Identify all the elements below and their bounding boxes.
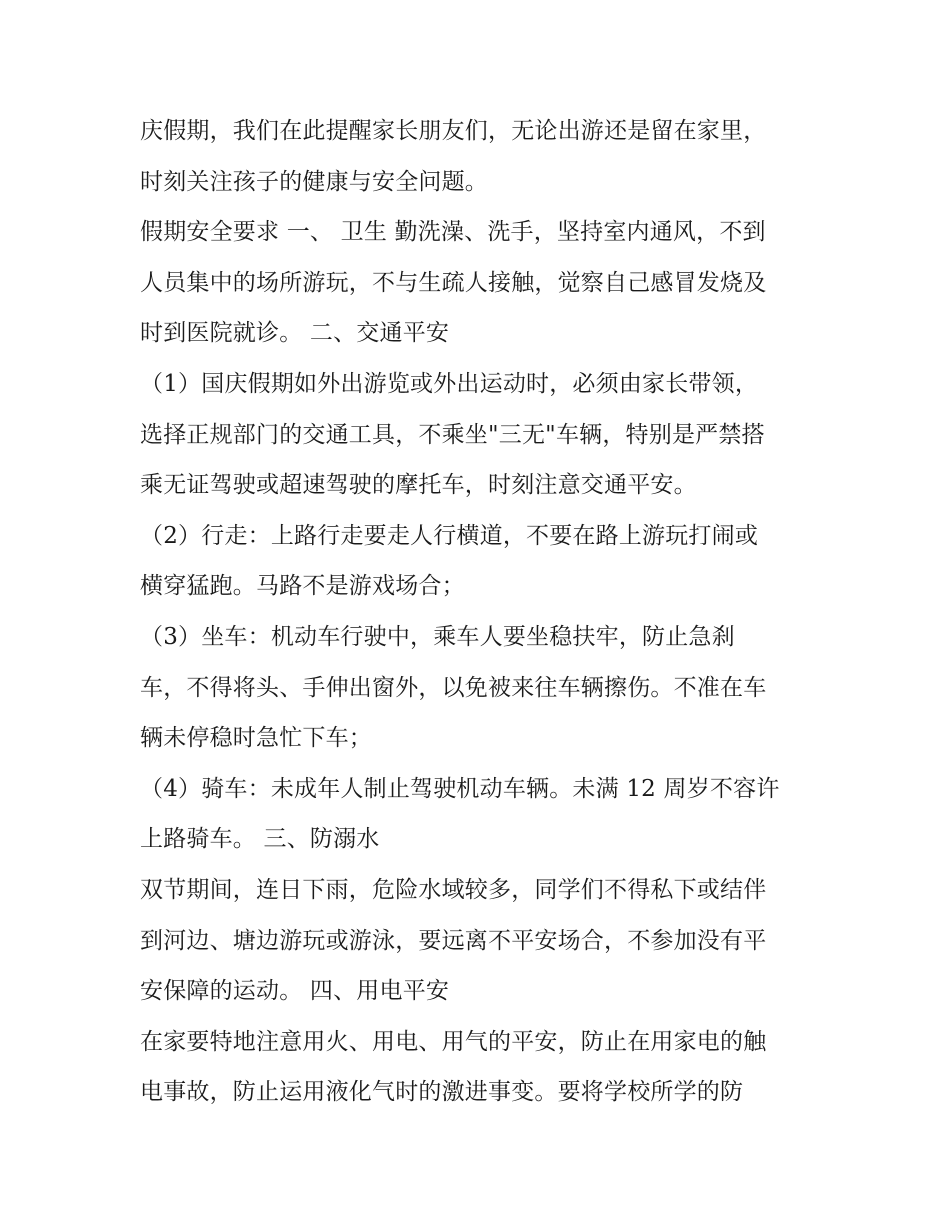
text-line: 庆假期，我们在此提醒家长朋友们，无论出游还是留在家里， — [140, 118, 767, 144]
text-line: 乘无证驾驶或超速驾驶的摩托车，时刻注意交通平安。 — [140, 472, 697, 499]
text-line: （4）骑车：未成年人制止驾驶机动车辆。未满 12 周岁不容许 — [140, 775, 780, 802]
text-line: （3）坐车：机动车行驶中，乘车人要坐稳扶牢，防止急刹 — [140, 623, 735, 650]
text-line: 安保障的运动。 四、用电平安 — [140, 978, 450, 1005]
text-line: 电事故，防止运用液化气时的激进事变。要将学校所学的防 — [140, 1079, 744, 1106]
text-line: 假期安全要求 一、 卫生 勤洗澡、洗手，坚持室内通风，不到 — [140, 219, 766, 246]
text-line: 车，不得将头、手伸出窗外，以免被来往车辆擦伤。不准在车 — [140, 674, 767, 701]
text-line: 在家要特地注意用火、用电、用气的平安，防止在用家电的触 — [140, 1028, 767, 1055]
text-line: 辆未停稳时急忙下车； — [140, 725, 372, 752]
text-line: 时刻关注孩子的健康与安全问题。 — [140, 168, 488, 195]
text-line: （2）行走：上路行走要走人行横道，不要在路上游玩打闹或 — [140, 522, 759, 549]
document-body — [140, 106, 820, 1118]
text-line: 到河边、塘边游玩或游泳，要远离不平安场合，不参加没有平 — [140, 927, 767, 954]
text-line: 上路骑车。 三、防溺水 — [140, 826, 380, 853]
text-line: 双节期间，连日下雨，危险水域较多，同学们不得私下或结伴 — [140, 876, 767, 903]
text-line: （1）国庆假期如外出游览或外出运动时，必须由家长带领， — [140, 370, 759, 397]
text-line: 选择正规部门的交通工具，不乘坐"三无"车辆，特别是严禁搭 — [140, 421, 765, 448]
text-line: 人员集中的场所游玩，不与生疏人接触，觉察自己感冒发烧及 — [140, 269, 767, 296]
text-line: 时到医院就诊。 二、交通平安 — [140, 320, 450, 347]
text-line: 横穿猛跑。马路不是游戏场合； — [140, 573, 465, 600]
